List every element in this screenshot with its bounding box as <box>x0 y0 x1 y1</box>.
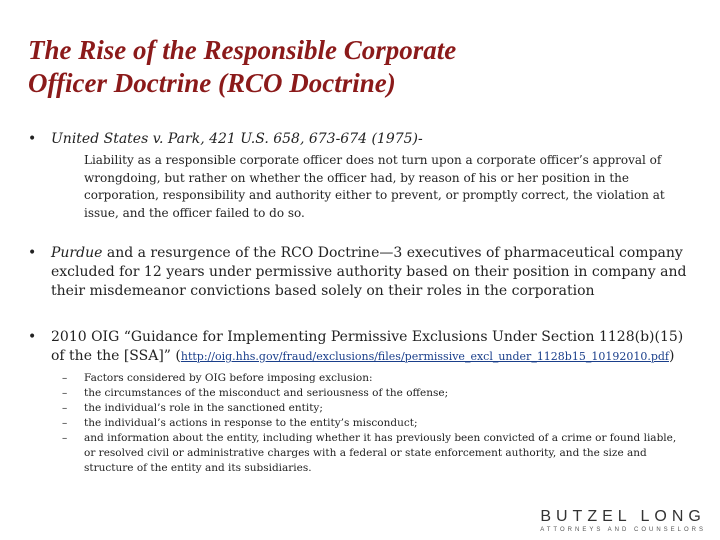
case-citation: 421 U.S. 658, 673-674 (1975)- <box>204 131 423 147</box>
list-item <box>62 371 702 386</box>
bullet-2-marker: • <box>28 245 37 261</box>
logo-tagline: ATTORNEYS AND COUNSELORS <box>540 527 706 533</box>
oig-guidance-link[interactable]: http://oig.hhs.gov/fraud/exclusions/files/permissive_excl_under_1128b15_10192010.pdf <box>180 350 669 363</box>
bullet-1-marker: • <box>28 131 37 147</box>
oig-factors-list <box>62 371 702 476</box>
park-quote: Liability as a responsible corporate officer does not turn upon a corporate officer’s approval of wrongdoing, but rather on whether the officer had, by reason of his or her position in the corporation, responsibility and authority either to prevent, or promptly correct, the violation at issue, and the officer failed to do so. <box>84 153 665 220</box>
list-item-text: the individual’s actions in response to the entity’s misconduct; <box>84 417 418 429</box>
dash-marker: – <box>62 387 68 399</box>
purdue-description: and a resurgence of the RCO Doctrine—3 executives of pharmaceutical company excluded for 12 years under permissive authority based on their position in company and their misdemeanor convictions based solely on their roles in the corporation <box>51 245 687 299</box>
list-item <box>62 431 702 476</box>
dash-marker: – <box>62 402 68 414</box>
case-name: United States v. Park, <box>51 131 205 147</box>
dash-marker: – <box>62 372 68 384</box>
oig-guidance-close: ) <box>668 348 675 364</box>
title-line-2: Officer Doctrine (RCO Doctrine) <box>28 68 396 98</box>
bullet-3-text <box>51 328 701 366</box>
slide-title <box>28 34 688 100</box>
oig-guidance-text: 2010 OIG “Guidance for Implementing Permissive Exclusions Under Section 1128(b)(15) of the the [SSA]” ( <box>51 329 684 364</box>
dash-marker: – <box>62 432 68 444</box>
bullet-3-marker: • <box>28 329 37 345</box>
list-item <box>62 416 702 431</box>
list-item-text: and information about the entity, including whether it has previously been convicted of a crime or found liable, or resolved civil or administrative charges with a federal or state enforcement authority, and the size and structure of the entity and its subsidiaries. <box>84 432 677 474</box>
list-item-text: Factors considered by OIG before imposing exclusion: <box>84 372 373 384</box>
butzel-long-logo <box>540 508 706 534</box>
list-item-text: the individual’s role in the sanctioned entity; <box>84 402 323 414</box>
bullet-1-text <box>51 130 701 149</box>
title-line-1: The Rise of the Responsible Corporate <box>28 35 457 65</box>
list-item <box>62 401 702 416</box>
bullet-2-text <box>51 244 701 301</box>
dash-marker: – <box>62 417 68 429</box>
list-item <box>62 386 702 401</box>
list-item-text: the circumstances of the misconduct and seriousness of the offense; <box>84 387 449 399</box>
purdue-case: Purdue <box>51 245 103 261</box>
logo-name: BUTZEL LONG <box>540 508 706 525</box>
